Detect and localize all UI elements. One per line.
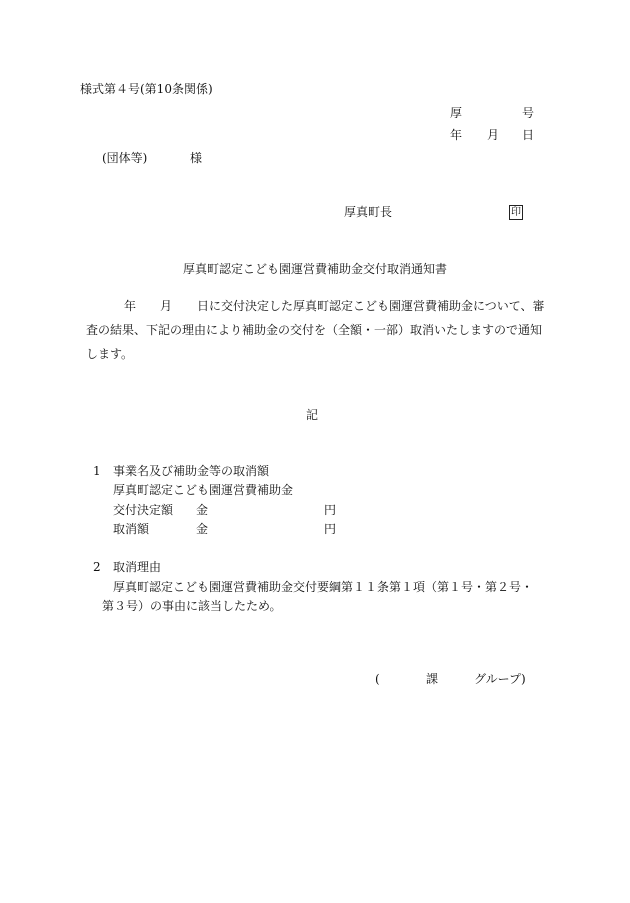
decision-amount-yen: 円 — [324, 503, 337, 517]
issuer-name: 厚真町長 — [344, 205, 393, 219]
section1-number: 1 — [93, 464, 101, 478]
seal-mark — [509, 204, 523, 220]
addressee: (団体等) — [102, 151, 148, 165]
reference-suffix: 号 — [522, 106, 535, 120]
date-year: 年 — [450, 128, 463, 142]
decision-amount-label: 交付決定額 — [113, 503, 174, 517]
reason-line-1: 厚真町認定こども園運営費補助金交付要綱第１１条第１項（第１号・第２号・ — [113, 580, 534, 594]
footer-ka: 課 — [426, 672, 439, 686]
addressee-honorific: 様 — [190, 151, 203, 165]
footer-open-paren: ( — [375, 672, 380, 686]
body-month: 月 — [160, 299, 173, 313]
reference-prefix: 厚 — [450, 106, 463, 120]
seal-icon: 印 — [511, 207, 521, 218]
body-paragraph: 日に交付決定した厚真町認定こども園運営費補助金について、審査の結果、下記の理由により補助金の交付を（全額・一部）取消いたしますので通知します。 — [86, 299, 545, 361]
decision-amount-kin: 金 — [196, 503, 209, 517]
date-month: 月 — [487, 128, 500, 142]
section2-number: 2 — [93, 560, 101, 574]
body-year: 年 — [124, 299, 137, 313]
footer-group: グループ) — [474, 672, 526, 686]
cancel-amount-label: 取消額 — [113, 522, 150, 536]
project-name: 厚真町認定こども園運営費補助金 — [113, 483, 294, 497]
ki-heading: 記 — [306, 408, 319, 422]
cancel-amount-kin: 金 — [196, 522, 209, 536]
cancel-amount-yen: 円 — [324, 522, 337, 536]
document-title: 厚真町認定こども園運営費補助金交付取消通知書 — [183, 262, 448, 276]
form-number: 様式第４号(第10条関係) — [80, 82, 213, 96]
date-day: 日 — [522, 128, 535, 142]
section1-heading: 事業名及び補助金等の取消額 — [113, 464, 270, 478]
section2-heading: 取消理由 — [113, 560, 162, 574]
reason-line-2: 第３号）の事由に該当したため。 — [102, 599, 282, 613]
